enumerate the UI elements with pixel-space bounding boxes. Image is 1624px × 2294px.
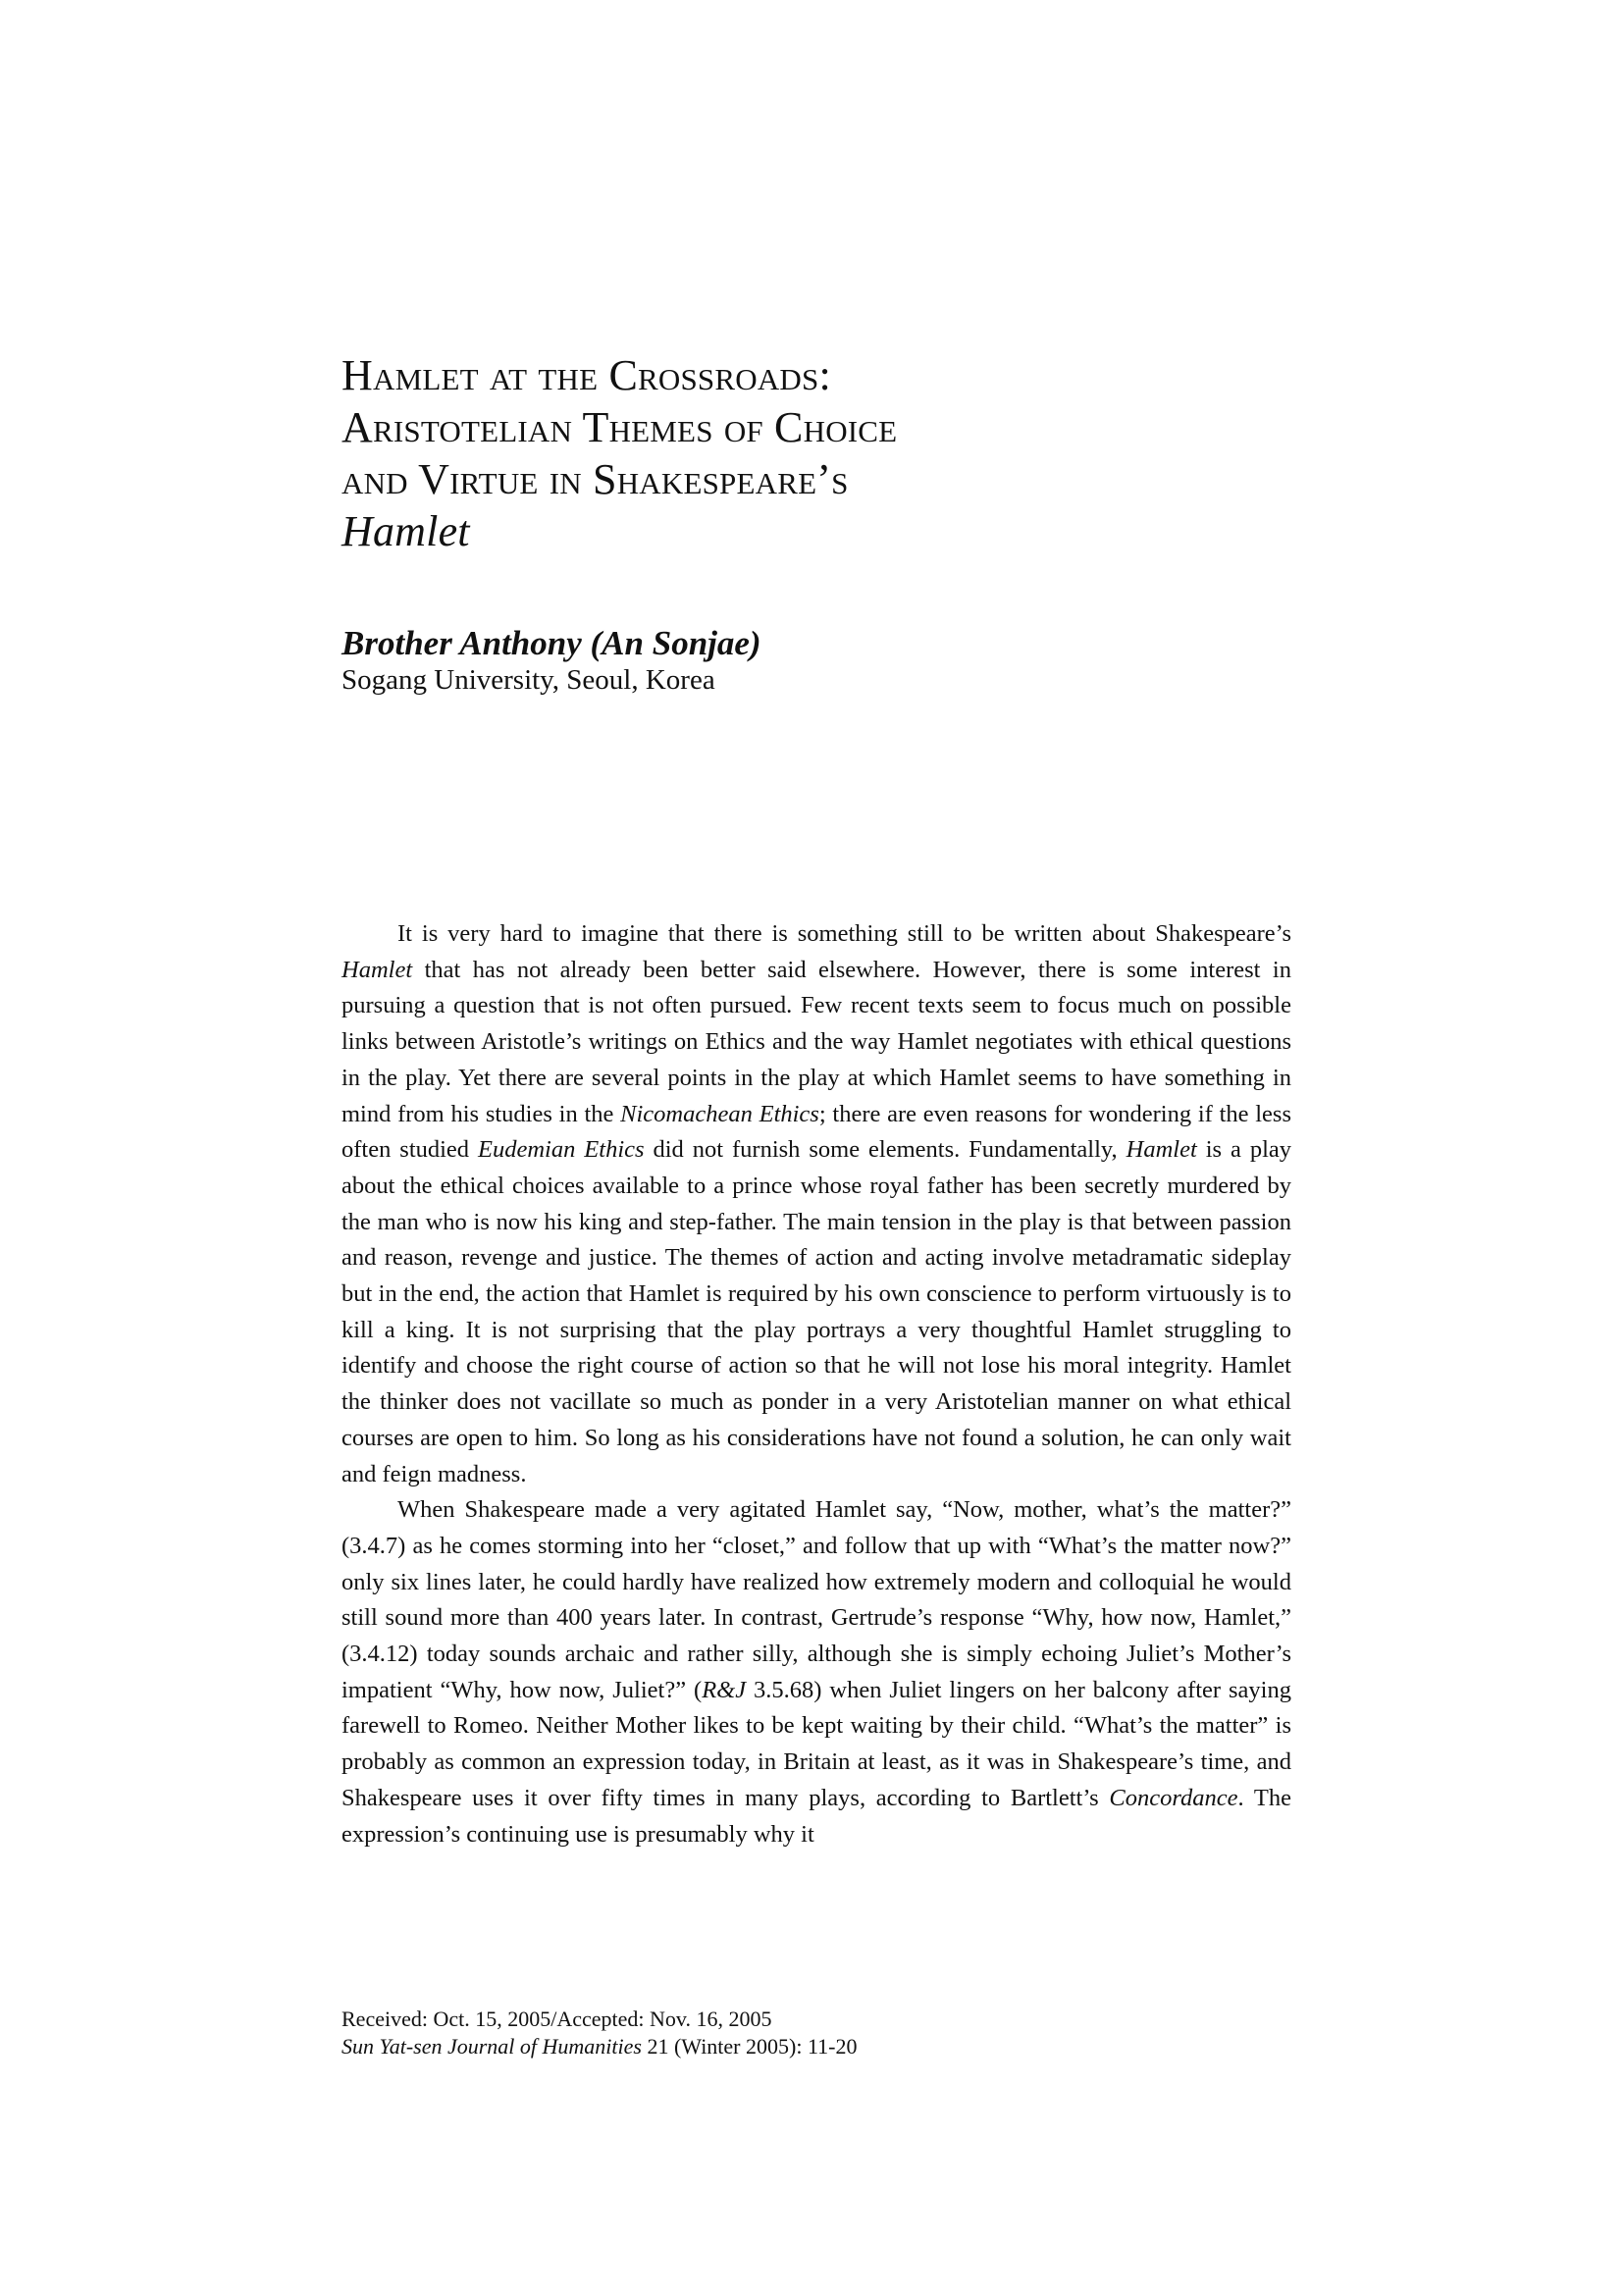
- text-segment: It is very hard to imagine that there is something still to be written about Shakespeare’s: [397, 920, 1291, 947]
- title-line-2: Aristotelian Themes of Choice: [341, 403, 898, 451]
- paragraph-2: [341, 1492, 1291, 1852]
- text-segment: 3.5.68) when Juliet lingers on her balcony after saying farewell to Romeo. Neither Mother likes to be kept waiting by their child. “What’s the matter” is probably as common an expression today, in Britain at least, as it was in Shakespeare’s time, and Shakespeare uses it over fifty times in many plays, according to Bartlett’s: [341, 1676, 1291, 1811]
- title-line-3: and Virtue in Shakespeare’s: [341, 455, 849, 503]
- work-title: Concordance: [1109, 1784, 1238, 1811]
- title-line-1: Hamlet at the Crossroads:: [341, 351, 831, 399]
- article-body: [341, 916, 1291, 1852]
- paragraph-1: [341, 916, 1291, 1492]
- text-segment: that has not already been better said elsewhere. However, there is some interest in pursuing a question that is not often pursued. Few recent texts seem to focus much on possible links between Aristotle’s writings on Ethics and the way Hamlet negotiates with ethical questions in the play. Yet there are several points in the play at which Hamlet seems to have something in mind from his studies in the: [341, 956, 1291, 1127]
- work-title: Eudemian Ethics: [478, 1136, 645, 1164]
- author-name: Brother Anthony (An Sonjae): [341, 624, 761, 662]
- work-title: Hamlet: [1126, 1136, 1197, 1164]
- work-title: R&J: [702, 1676, 747, 1703]
- received-accepted-dates: Received: Oct. 15, 2005/Accepted: Nov. 16, 2005: [341, 2007, 772, 2031]
- title-line-4: Hamlet: [341, 507, 470, 555]
- text-segment: did not furnish some elements. Fundamentally,: [644, 1136, 1126, 1164]
- journal-name: Sun Yat-sen Journal of Humanities: [341, 2034, 642, 2059]
- author-affiliation: Sogang University, Seoul, Korea: [341, 664, 715, 696]
- volume-pages: 21 (Winter 2005): 11-20: [641, 2034, 858, 2059]
- work-title: Nicomachean Ethics: [620, 1100, 819, 1127]
- text-segment: When Shakespeare made a very agitated Hamlet say, “Now, mother, what’s the matter?” (3.4.7) as he comes storming into her “closet,” and follow that up with “What’s the matter now?” only six lines later, he could hardly have realized how extremely modern and colloquial he would still sound more than 400 years later. In contrast, Gertrude’s response “Why, how now, Hamlet,” (3.4.12) today sounds archaic and rather silly, although she is simply echoing Juliet’s Mother’s impatient “Why, how now, Juliet?” (: [341, 1496, 1291, 1703]
- publication-footer: [341, 2006, 1291, 2060]
- paper-title: [341, 349, 1323, 557]
- text-segment: is a play about the ethical choices available to a prince whose royal father has been secretly murdered by the man who is now his king and step-father. The main tension in the play is that between passion and reason, revenge and justice. The themes of action and acting involve metadramatic sideplay but in the end, the action that Hamlet is required by his own conscience to perform virtuously is to kill a king. It is not surprising that the play portrays a very thoughtful Hamlet struggling to identify and choose the right course of action so that he will not lose his moral integrity. Hamlet the thinker does not vacillate so much as ponder in a very Aristotelian manner on what ethical courses are open to him. So long as his considerations have not found a solution, he can only wait and feign madness.: [341, 1136, 1292, 1487]
- journal-citation: [341, 2033, 1291, 2060]
- text-segment: . The expression’s continuing use is presumably why it: [341, 1784, 1291, 1848]
- work-title: Hamlet: [341, 956, 413, 983]
- text-segment: ; there are even reasons for wondering if the less often studied: [341, 1100, 1292, 1164]
